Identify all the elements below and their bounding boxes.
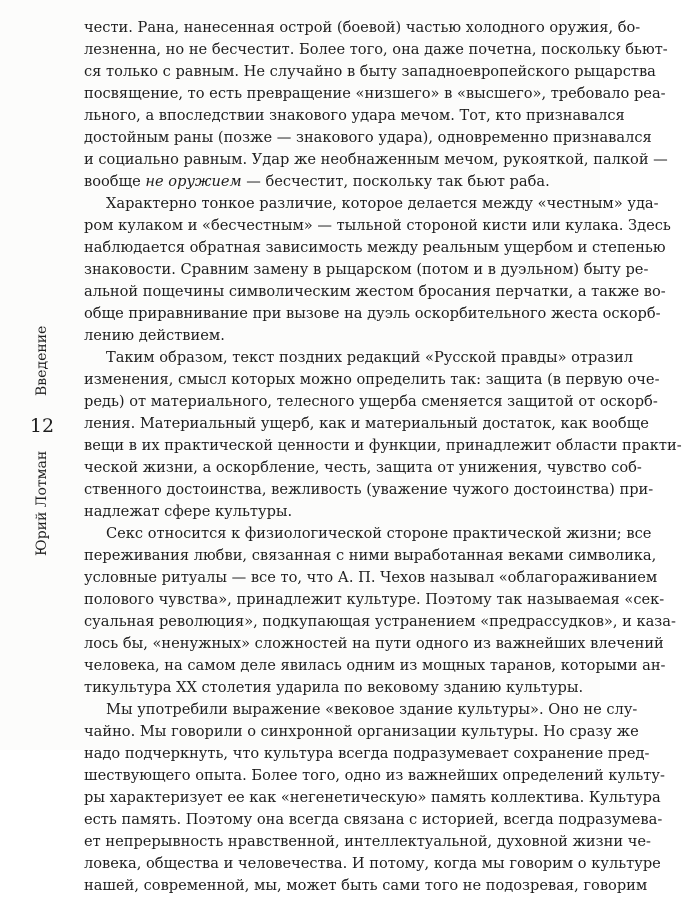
page-number: 12 [29,415,55,437]
text-line: наблюдается обратная зависимость между реальным ущербом и степенью [84,239,666,256]
emphasis-run: не оружием [145,173,242,190]
text-line: нашей, современной, мы, может быть сами того не подозревая, говорим [84,877,648,894]
text-line: знаковости. Сравним замену в рыцарском (потом и в дуэльном) быту ре- [84,261,649,278]
text-line: чайно. Мы говорили о синхронной организации культуры. Но сразу же [84,723,639,740]
paragraph-last-line: лению действием. [84,327,225,344]
text-line: ет непрерывность нравственной, интеллектуальной, духовной жизни че- [84,833,651,850]
text-line-with-emphasis [84,171,548,193]
text-line: и социально равным. Удар же необнаженным мечом, рукояткой, палкой — [84,151,668,168]
paragraph-first-line: Мы употребили выражение «вековое здание культуры». Оно не слу- [106,701,638,718]
text-line: шествующего опыта. Более того, одно из важнейших определений культу- [84,767,665,784]
body-text [84,17,682,897]
text-line: альной пощечины символическим жестом бросания перчатки, а также во- [84,283,666,300]
text-line: надо подчеркнуть, что культура всегда подразумевает сохранение пред- [84,745,650,762]
text-line: условные ритуалы — все то, что А. П. Чехов называл «облагораживанием [84,569,658,586]
text-line: лезненна, но не бесчестит. Более того, она даже почетна, поскольку бьют- [84,41,668,58]
text-line: посвящение, то есть превращение «низшего» в «высшего», требовало реа- [84,85,666,102]
running-head-rotated [24,296,60,556]
text-line: переживания любви, связанная с ними выработанная веками символика, [84,547,657,564]
text-line: лось бы, «ненужных» сложностей на пути одного из важнейших влечений [84,635,664,652]
text-line: ления. Материальный ущерб, как и материальный достаток, как вообще [84,415,649,432]
text-line: изменения, смысл которых можно определить так: защита (в первую оче- [84,371,660,388]
text-line: льного, а впоследствии знакового удара мечом. Тот, кто признавался [84,107,625,124]
paragraph-last-line: надлежат сфере культуры. [84,503,293,520]
text-line: ры характеризует ее как «негенетическую» память коллектива. Культура [84,789,661,806]
text-line: человека, на самом деле явилась одним из мощных таранов, которыми ан- [84,657,666,674]
text-line: редь) от материального, телесного ущерба сменяется защитой от оскорб- [84,393,658,410]
running-head-author: Юрий Лотман [34,450,50,556]
paragraph-first-line: Характерно тонкое различие, которое делается между «честным» уда- [106,195,659,212]
text-line: вещи в их практической ценности и функции, принадлежит области практи- [84,437,682,454]
text-line: ловека, общества и человечества. И потому, когда мы говорим о культуре [84,855,661,872]
text-run: — бесчестит, поскольку так бьют раба. [241,173,550,190]
text-run: вообще [84,173,146,190]
text-line: обще приравнивание при вызове на дуэль оскорбительного жеста оскорб- [84,305,661,322]
text-line: полового чувства», принадлежит культуре. Поэтому так называемая «сек- [84,591,665,608]
text-line: суальная революция», подкупающая устранением «предрассудков», и каза- [84,613,676,630]
text-line: ственного достоинства, вежливость (уважение чужого достоинства) при- [84,481,654,498]
text-line: ся только с равным. Не случайно в быту западноевропейского рыцарства [84,63,656,80]
text-line: ческой жизни, а оскорбление, честь, защита от унижения, чувство соб- [84,459,642,476]
text-line: чести. Рана, нанесенная острой (боевой) частью холодного оружия, бо- [84,19,641,36]
running-head-section: Введение [34,325,50,396]
text-line: есть память. Поэтому она всегда связана с историей, всегда подразумева- [84,811,663,828]
text-line: ром кулаком и «бесчестным» — тыльной стороной кисти или кулака. Здесь [84,217,671,234]
text-line: достойным раны (позже — знакового удара), одновременно признавался [84,129,652,146]
paragraph-last-line: тикультура XX столетия ударила по вековому зданию культуры. [84,679,584,696]
paragraph-first-line: Таким образом, текст поздних редакций «Русской правды» отразил [106,349,633,366]
running-head [24,296,60,556]
paragraph-first-line: Секс относится к физиологической стороне практической жизни; все [106,525,652,542]
